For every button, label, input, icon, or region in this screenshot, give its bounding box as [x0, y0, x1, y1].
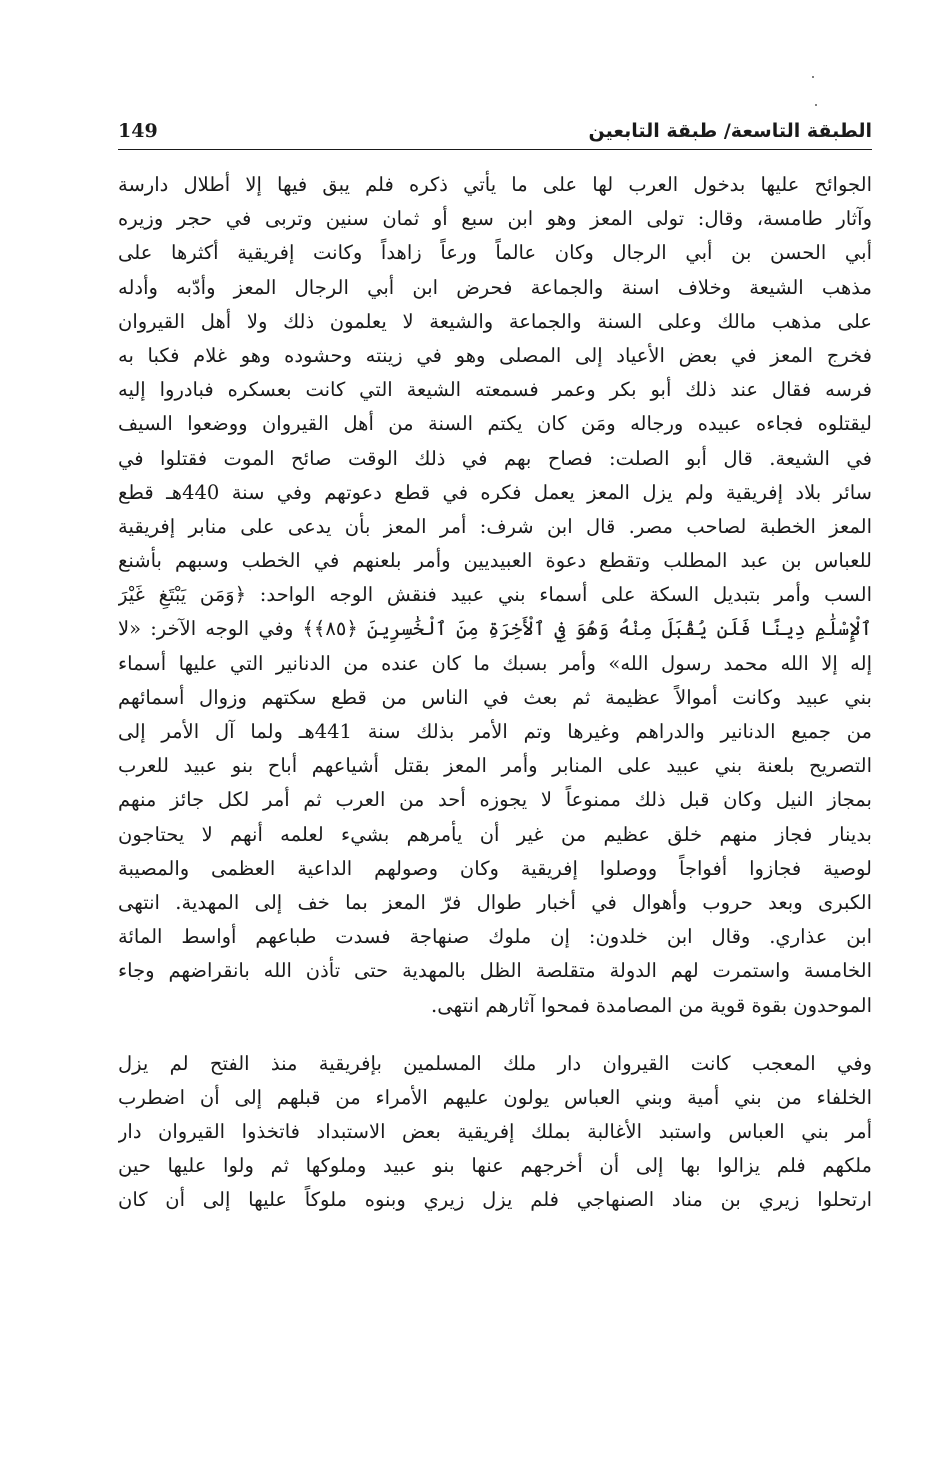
text-line: ليقتلوه فجاءه عبيده ورجاله ومَن كان يكتم السنة من أهل القيروان ووضعوا السيف	[118, 412, 872, 436]
paragraph-gap	[118, 1023, 872, 1047]
text-line: التصريح بلعنة بني عبيد على المنابر وأمر المعز بقتل أشياعهم أباح بنو عبيد للعرب	[118, 754, 872, 778]
scan-speck	[815, 104, 817, 106]
text-line: بني عبيد وكانت أموالاً عظيمة ثم بعث في الناس من قطع سكتهم وزوال أسمائهم	[118, 685, 872, 709]
text-line: أبي الحسن بن أبي الرجال وكان عالماً ورعاً زاهداً وكانت إفريقية أكثرها على	[118, 241, 872, 265]
text-line: المعز الخطبة لصاحب مصر. قال ابن شرف: أمر المعز بأن يدعى على منابر إفريقية	[118, 514, 872, 538]
text-line: ابن عذاري. وقال ابن خلدون: إن ملوك صنهاجة فسدت طباعهم أواسط المائة	[118, 925, 872, 949]
text-line: ملكهم فلم يزالوا بها إلى أن أخرجهم عنها بنو عبيد وملوكها ثم ولوا عليها حين	[118, 1154, 872, 1178]
text-line: من جميع الدنانير والدراهم وغيرها وتم الأمر بذلك سنة 441هـ ولما آل الأمر إلى	[118, 720, 872, 743]
text-line: للعباس بن عبد المطلب وتقطع دعوة العبيديين وأمر بلعنهم في الخطب وسبهم بأشنع	[118, 549, 872, 573]
paragraph-1	[118, 168, 872, 1023]
text-line: وآثار طامسة، وقال: تولى المعز وهو ابن سبع أو ثمان سنين وتربى في حجر وزيره	[118, 207, 872, 231]
text-line: سائر بلاد إفريقية ولم يزل المعز يعمل فكره في قطع دعوتهم وفي سنة 440هـ قطع	[118, 480, 872, 504]
text-line: الخامسة واستمرت لهم الدولة متقلصة الظل بالمهدية حتى تأذن الله بانقراضهم وجاء	[118, 959, 872, 983]
text-line: فرسه فقال عند ذلك أبو بكر وعمر فسمعته الشيعة التي كانت بعسكره فبادروا إليه	[118, 378, 872, 402]
text-line: الموحدون بقوة قوية من المصامدة فمحوا آثارهم انتهى.	[431, 993, 872, 1017]
text-line: الخلفاء من بني أمية وبني العباس يولون عليهم الأمراء من قبلهم إلى أن اضطرب	[118, 1085, 872, 1109]
text-line: لوصية فجازوا أفواجاً ووصلوا إفريقية وكان وصولهم الداعية العظمى والمصيبة	[118, 856, 872, 880]
body-text	[118, 168, 872, 1218]
text-line: إله إلا الله محمد رسول الله» وأمر بسبك ما كان عنده من الدنانير التي عليها أسماء	[118, 651, 872, 675]
scan-speck	[812, 76, 814, 78]
quran-verse-line: ٱلْإِسْلَٰمِ دِينًا فَلَن يُقْبَلَ مِنْهُ وَهُوَ فِي ٱلْأَخِرَةِ مِنَ ٱلْخَٰسِرِينَ ﴿٨٥﴾﴾ وفي الوجه الآخر: «لا	[118, 617, 872, 641]
text-line: فخرج المعز في بعض الأعياد إلى المصلى وهو في زينته وحشوده وهو غلام فكبا به	[118, 343, 872, 367]
text-line: ارتحلوا زيري بن مناد الصنهاجي فلم يزل زيري وبنوه ملوكاً عليها إلى أن كان	[118, 1188, 872, 1212]
text-line: وفي المعجب كانت القيروان دار ملك المسلمين بإفريقية منذ الفتح لم يزل	[118, 1051, 872, 1075]
page-number: 149	[118, 120, 158, 142]
text-line: في الشيعة. قال أبو الصلت: فصاح بهم في ذلك الوقت صائح الموت فقتلوا في	[118, 446, 872, 470]
page-header	[118, 118, 872, 148]
text-line: أمر بني العباس واستبد الأغالبة بملك إفريقية بعض الاستبداد فاتخذوا القيروان دار	[118, 1120, 872, 1144]
paragraph-2	[118, 1047, 872, 1218]
running-title: الطبقة التاسعة/ طبقة التابعين	[588, 120, 872, 142]
text-line: الكبرى وبعد حروب وأهوال في أخبار طوال فرّ المعز بما خف إلى المهدية. انتهى	[118, 890, 872, 914]
header-rule	[118, 149, 872, 150]
text-line: السب وأمر بتبديل السكة على أسماء بني عبيد فنقش الوجه الواحد: ﴿وَمَن يَبْتَغِ غَيْرَ	[118, 583, 872, 607]
text-line: بمجاز النيل وكان قبل ذلك ممنوعاً لا يجوزه أحد من العرب ثم أمر لكل جائز منهم	[118, 788, 872, 812]
text-line: الجوائح عليها بدخول العرب لها على ما يأتي ذكره فلم يبق فيها إلا أطلال دارسة	[118, 173, 872, 196]
text-line: على مذهب مالك وعلى السنة والجماعة والشيعة لا يعلمون ذلك ولا أهل القيروان	[118, 309, 872, 333]
text-line: مذهب الشيعة وخلاف اسنة والجماعة فحرض ابن أبي الرجال المعز وأدّبه وأدله	[118, 275, 872, 299]
text-line: بدينار فجاز منهم خلق عظيم من غير أن يأمرهم بشيء لعلمه أنهم لا يحتاجون	[118, 822, 872, 846]
